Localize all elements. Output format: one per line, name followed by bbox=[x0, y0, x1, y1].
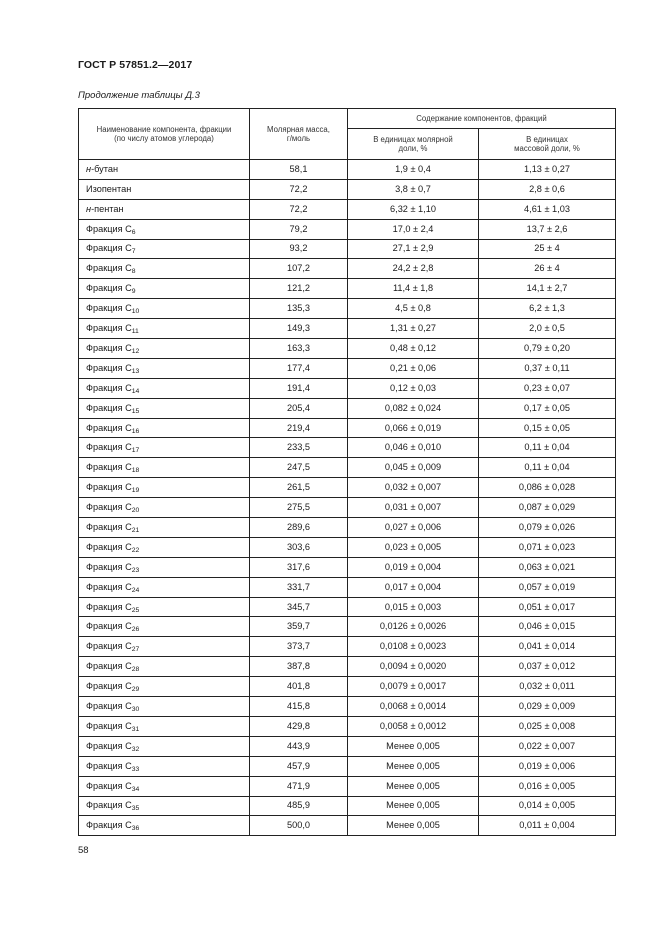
carbon-number-subscript: 35 bbox=[131, 805, 140, 813]
name-text: Фракция С bbox=[86, 760, 132, 771]
cell-mass-fraction: 0,17 ± 0,05 bbox=[479, 398, 616, 418]
cell-molar-mass: 275,5 bbox=[250, 498, 348, 518]
header-text: Молярная масса, bbox=[267, 124, 330, 134]
cell-mass-fraction: 0,011 ± 0,004 bbox=[479, 816, 616, 836]
table-row bbox=[79, 239, 616, 259]
cell-molar-mass: 177,4 bbox=[250, 358, 348, 378]
cell-molar-mass: 345,7 bbox=[250, 597, 348, 617]
cell-molar-fraction: 0,48 ± 0,12 bbox=[348, 339, 479, 359]
cell-component-name bbox=[79, 756, 250, 776]
table-row bbox=[79, 179, 616, 199]
cell-molar-fraction: 0,015 ± 0,003 bbox=[348, 597, 479, 617]
carbon-number-subscript: 10 bbox=[131, 308, 140, 316]
carbon-number-subscript: 36 bbox=[131, 825, 140, 833]
cell-molar-mass: 331,7 bbox=[250, 577, 348, 597]
cell-molar-fraction: Менее 0,005 bbox=[348, 756, 479, 776]
cell-molar-mass: 72,2 bbox=[250, 179, 348, 199]
cell-molar-mass: 219,4 bbox=[250, 418, 348, 438]
cell-molar-fraction: Менее 0,005 bbox=[348, 736, 479, 756]
carbon-number-subscript: 33 bbox=[131, 765, 140, 773]
cell-molar-mass: 191,4 bbox=[250, 378, 348, 398]
cell-mass-fraction: 0,11 ± 0,04 bbox=[479, 458, 616, 478]
name-text: Фракция С bbox=[86, 621, 132, 632]
cell-component-name bbox=[79, 816, 250, 836]
cell-component-name bbox=[79, 319, 250, 339]
cell-molar-mass: 58,1 bbox=[250, 160, 348, 180]
cell-molar-mass: 261,5 bbox=[250, 478, 348, 498]
name-text: Фракция С bbox=[86, 263, 132, 274]
cell-mass-fraction: 0,051 ± 0,017 bbox=[479, 597, 616, 617]
cell-molar-fraction: 3,8 ± 0,7 bbox=[348, 179, 479, 199]
cell-molar-mass: 135,3 bbox=[250, 299, 348, 319]
table-body bbox=[79, 160, 616, 836]
name-text: Фракция С bbox=[86, 223, 132, 234]
name-text: Фракция С bbox=[86, 581, 132, 592]
table-row bbox=[79, 736, 616, 756]
cell-molar-mass: 233,5 bbox=[250, 438, 348, 458]
cell-molar-fraction: 0,0058 ± 0,0012 bbox=[348, 716, 479, 736]
carbon-number-subscript: 32 bbox=[131, 745, 140, 753]
header-text: г/моль bbox=[286, 134, 311, 143]
carbon-number-subscript: 21 bbox=[131, 526, 140, 534]
cell-mass-fraction: 0,79 ± 0,20 bbox=[479, 339, 616, 359]
header-molar-fraction bbox=[348, 129, 479, 160]
carbon-number-subscript: 9 bbox=[131, 288, 136, 296]
table-header bbox=[79, 109, 616, 160]
cell-component-name bbox=[79, 398, 250, 418]
table-row bbox=[79, 299, 616, 319]
name-text: Фракция С bbox=[86, 323, 132, 334]
carbon-number-subscript: 23 bbox=[131, 566, 140, 574]
cell-mass-fraction: 1,13 ± 0,27 bbox=[479, 160, 616, 180]
cell-mass-fraction: 0,37 ± 0,11 bbox=[479, 358, 616, 378]
cell-mass-fraction: 2,0 ± 0,5 bbox=[479, 319, 616, 339]
carbon-number-subscript: 11 bbox=[131, 328, 139, 336]
cell-component-name bbox=[79, 716, 250, 736]
cell-molar-mass: 149,3 bbox=[250, 319, 348, 339]
carbon-number-subscript: 12 bbox=[131, 347, 140, 355]
cell-component-name bbox=[79, 279, 250, 299]
cell-mass-fraction: 0,032 ± 0,011 bbox=[479, 677, 616, 697]
name-text: Фракция С bbox=[86, 681, 132, 692]
cell-molar-fraction: Менее 0,005 bbox=[348, 796, 479, 816]
cell-component-name bbox=[79, 458, 250, 478]
cell-molar-fraction: 0,0108 ± 0,0023 bbox=[348, 637, 479, 657]
cell-molar-fraction: 0,046 ± 0,010 bbox=[348, 438, 479, 458]
table-row bbox=[79, 557, 616, 577]
cell-molar-mass: 107,2 bbox=[250, 259, 348, 279]
name-text: Фракция С bbox=[86, 700, 132, 711]
cell-molar-mass: 163,3 bbox=[250, 339, 348, 359]
cell-molar-fraction: 27,1 ± 2,9 bbox=[348, 239, 479, 259]
name-text: Изопентан bbox=[86, 183, 132, 194]
cell-molar-fraction: 1,9 ± 0,4 bbox=[348, 160, 479, 180]
cell-mass-fraction: 0,057 ± 0,019 bbox=[479, 577, 616, 597]
cell-molar-fraction: 11,4 ± 1,8 bbox=[348, 279, 479, 299]
cell-component-name bbox=[79, 617, 250, 637]
cell-molar-mass: 247,5 bbox=[250, 458, 348, 478]
name-text: Фракция С bbox=[86, 283, 132, 294]
table-row bbox=[79, 438, 616, 458]
cell-component-name bbox=[79, 219, 250, 239]
cell-molar-mass: 317,6 bbox=[250, 557, 348, 577]
table-row bbox=[79, 219, 616, 239]
table-row bbox=[79, 518, 616, 538]
table-row bbox=[79, 378, 616, 398]
cell-mass-fraction: 0,15 ± 0,05 bbox=[479, 418, 616, 438]
cell-molar-mass: 401,8 bbox=[250, 677, 348, 697]
cell-molar-fraction: 17,0 ± 2,4 bbox=[348, 219, 479, 239]
cell-molar-mass: 359,7 bbox=[250, 617, 348, 637]
cell-component-name bbox=[79, 577, 250, 597]
name-text: Фракция С bbox=[86, 780, 132, 791]
cell-component-name bbox=[79, 418, 250, 438]
cell-molar-fraction: 4,5 ± 0,8 bbox=[348, 299, 479, 319]
cell-mass-fraction: 0,016 ± 0,005 bbox=[479, 776, 616, 796]
table-row bbox=[79, 716, 616, 736]
cell-molar-fraction: 0,032 ± 0,007 bbox=[348, 478, 479, 498]
cell-molar-fraction: 0,023 ± 0,005 bbox=[348, 537, 479, 557]
carbon-number-subscript: 17 bbox=[131, 447, 140, 455]
table-row bbox=[79, 418, 616, 438]
cell-molar-fraction: 0,019 ± 0,004 bbox=[348, 557, 479, 577]
cell-mass-fraction: 0,029 ± 0,009 bbox=[479, 697, 616, 717]
name-text: -бутан bbox=[91, 163, 119, 174]
name-text: Фракция С bbox=[86, 720, 132, 731]
cell-mass-fraction: 0,025 ± 0,008 bbox=[479, 716, 616, 736]
carbon-number-subscript: 19 bbox=[131, 487, 140, 495]
name-text: Фракция С bbox=[86, 740, 132, 751]
carbon-number-subscript: 18 bbox=[131, 467, 140, 475]
name-prefix: н bbox=[86, 163, 92, 174]
table-row bbox=[79, 637, 616, 657]
cell-mass-fraction: 0,022 ± 0,007 bbox=[479, 736, 616, 756]
cell-molar-mass: 387,8 bbox=[250, 657, 348, 677]
cell-molar-mass: 93,2 bbox=[250, 239, 348, 259]
table-row bbox=[79, 537, 616, 557]
table-row bbox=[79, 259, 616, 279]
table-row bbox=[79, 279, 616, 299]
carbon-number-subscript: 31 bbox=[131, 725, 140, 733]
cell-component-name bbox=[79, 239, 250, 259]
document-title: ГОСТ Р 57851.2—2017 bbox=[78, 59, 193, 71]
cell-molar-fraction: 1,31 ± 0,27 bbox=[348, 319, 479, 339]
name-text: Фракция С bbox=[86, 800, 132, 811]
name-text: Фракция С bbox=[86, 541, 132, 552]
cell-component-name bbox=[79, 557, 250, 577]
name-text: Фракция С bbox=[86, 561, 132, 572]
carbon-number-subscript: 30 bbox=[131, 705, 140, 713]
table-row bbox=[79, 358, 616, 378]
cell-mass-fraction: 0,11 ± 0,04 bbox=[479, 438, 616, 458]
header-component-name bbox=[79, 109, 250, 160]
name-text: Фракция С bbox=[86, 502, 132, 513]
name-text: Фракция С bbox=[86, 243, 132, 254]
cell-molar-fraction: 0,21 ± 0,06 bbox=[348, 358, 479, 378]
cell-molar-mass: 457,9 bbox=[250, 756, 348, 776]
table-row bbox=[79, 498, 616, 518]
cell-mass-fraction: 26 ± 4 bbox=[479, 259, 616, 279]
name-text: Фракция С bbox=[86, 303, 132, 314]
header-text: (по числу атомов углерода) bbox=[114, 134, 214, 143]
cell-molar-fraction: 24,2 ± 2,8 bbox=[348, 259, 479, 279]
cell-component-name bbox=[79, 677, 250, 697]
cell-molar-mass: 289,6 bbox=[250, 518, 348, 538]
cell-molar-fraction: 0,0094 ± 0,0020 bbox=[348, 657, 479, 677]
table-row bbox=[79, 577, 616, 597]
table-row bbox=[79, 597, 616, 617]
cell-molar-mass: 415,8 bbox=[250, 697, 348, 717]
name-text: Фракция С bbox=[86, 342, 132, 353]
cell-component-name bbox=[79, 358, 250, 378]
table-row bbox=[79, 776, 616, 796]
cell-component-name bbox=[79, 199, 250, 219]
cell-mass-fraction: 0,079 ± 0,026 bbox=[479, 518, 616, 538]
table-row bbox=[79, 816, 616, 836]
cell-component-name bbox=[79, 537, 250, 557]
cell-molar-mass: 443,9 bbox=[250, 736, 348, 756]
table-row bbox=[79, 697, 616, 717]
name-text: Фракция С bbox=[86, 521, 132, 532]
cell-molar-fraction: 0,0068 ± 0,0014 bbox=[348, 697, 479, 717]
cell-molar-fraction: 0,031 ± 0,007 bbox=[348, 498, 479, 518]
cell-component-name bbox=[79, 736, 250, 756]
name-text: Фракция С bbox=[86, 661, 132, 672]
carbon-number-subscript: 25 bbox=[131, 606, 140, 614]
cell-molar-mass: 373,7 bbox=[250, 637, 348, 657]
cell-component-name bbox=[79, 160, 250, 180]
cell-mass-fraction: 0,087 ± 0,029 bbox=[479, 498, 616, 518]
cell-component-name bbox=[79, 597, 250, 617]
cell-molar-fraction: Менее 0,005 bbox=[348, 816, 479, 836]
table-row bbox=[79, 657, 616, 677]
carbon-number-subscript: 6 bbox=[131, 228, 136, 236]
table-row bbox=[79, 160, 616, 180]
cell-mass-fraction: 0,046 ± 0,015 bbox=[479, 617, 616, 637]
cell-component-name bbox=[79, 518, 250, 538]
name-text: -пентан bbox=[91, 203, 124, 214]
cell-mass-fraction: 0,019 ± 0,006 bbox=[479, 756, 616, 776]
carbon-number-subscript: 34 bbox=[131, 785, 140, 793]
header-mass-fraction bbox=[479, 129, 616, 160]
header-content: Содержание компонентов, фракций bbox=[348, 109, 616, 129]
cell-mass-fraction: 0,071 ± 0,023 bbox=[479, 537, 616, 557]
carbon-number-subscript: 24 bbox=[131, 586, 140, 594]
cell-mass-fraction: 0,063 ± 0,021 bbox=[479, 557, 616, 577]
table-row bbox=[79, 677, 616, 697]
carbon-number-subscript: 8 bbox=[131, 268, 136, 276]
name-text: Фракция С bbox=[86, 382, 132, 393]
cell-molar-mass: 121,2 bbox=[250, 279, 348, 299]
cell-component-name bbox=[79, 637, 250, 657]
header-text: доли, % bbox=[398, 144, 428, 153]
table-row bbox=[79, 478, 616, 498]
table-row bbox=[79, 398, 616, 418]
table-row bbox=[79, 339, 616, 359]
cell-molar-fraction: 0,017 ± 0,004 bbox=[348, 577, 479, 597]
cell-component-name bbox=[79, 478, 250, 498]
cell-molar-mass: 205,4 bbox=[250, 398, 348, 418]
cell-mass-fraction: 0,014 ± 0,005 bbox=[479, 796, 616, 816]
cell-component-name bbox=[79, 697, 250, 717]
name-text: Фракция С bbox=[86, 482, 132, 493]
cell-mass-fraction: 0,23 ± 0,07 bbox=[479, 378, 616, 398]
table-row bbox=[79, 458, 616, 478]
name-prefix: н bbox=[86, 203, 92, 214]
cell-molar-fraction: 0,045 ± 0,009 bbox=[348, 458, 479, 478]
name-text: Фракция С bbox=[86, 462, 132, 473]
cell-mass-fraction: 6,2 ± 1,3 bbox=[479, 299, 616, 319]
cell-mass-fraction: 4,61 ± 1,03 bbox=[479, 199, 616, 219]
cell-mass-fraction: 13,7 ± 2,6 bbox=[479, 219, 616, 239]
cell-component-name bbox=[79, 259, 250, 279]
carbon-number-subscript: 15 bbox=[131, 407, 140, 415]
cell-molar-fraction: 0,0126 ± 0,0026 bbox=[348, 617, 479, 637]
name-text: Фракция С bbox=[86, 641, 132, 652]
name-text: Фракция С bbox=[86, 442, 132, 453]
cell-component-name bbox=[79, 299, 250, 319]
carbon-number-subscript: 22 bbox=[131, 546, 140, 554]
carbon-number-subscript: 13 bbox=[131, 367, 140, 375]
cell-molar-fraction: 0,0079 ± 0,0017 bbox=[348, 677, 479, 697]
table-row bbox=[79, 199, 616, 219]
cell-component-name bbox=[79, 498, 250, 518]
cell-component-name bbox=[79, 339, 250, 359]
header-text: массовой доли, % bbox=[514, 144, 580, 153]
header-molar-mass bbox=[250, 109, 348, 160]
cell-molar-fraction: 0,027 ± 0,006 bbox=[348, 518, 479, 538]
cell-component-name bbox=[79, 378, 250, 398]
cell-mass-fraction: 0,037 ± 0,012 bbox=[479, 657, 616, 677]
header-text: В единицах молярной bbox=[373, 134, 453, 144]
carbon-number-subscript: 20 bbox=[131, 507, 140, 515]
page-number: 58 bbox=[78, 845, 89, 856]
carbon-number-subscript: 28 bbox=[131, 666, 140, 674]
cell-mass-fraction: 2,8 ± 0,6 bbox=[479, 179, 616, 199]
table-continuation-label: Продолжение таблицы Д.3 bbox=[78, 90, 200, 101]
name-text: Фракция С bbox=[86, 402, 132, 413]
cell-molar-mass: 471,9 bbox=[250, 776, 348, 796]
cell-mass-fraction: 0,041 ± 0,014 bbox=[479, 637, 616, 657]
cell-molar-fraction: 0,082 ± 0,024 bbox=[348, 398, 479, 418]
header-text: Наименование компонента, фракции bbox=[96, 124, 232, 134]
carbon-number-subscript: 29 bbox=[131, 686, 140, 694]
table-row bbox=[79, 756, 616, 776]
cell-component-name bbox=[79, 796, 250, 816]
cell-component-name bbox=[79, 179, 250, 199]
cell-molar-mass: 79,2 bbox=[250, 219, 348, 239]
header-text: В единицах bbox=[526, 134, 568, 144]
cell-molar-mass: 429,8 bbox=[250, 716, 348, 736]
cell-molar-fraction: Менее 0,005 bbox=[348, 776, 479, 796]
cell-mass-fraction: 14,1 ± 2,7 bbox=[479, 279, 616, 299]
name-text: Фракция С bbox=[86, 362, 132, 373]
cell-molar-mass: 303,6 bbox=[250, 537, 348, 557]
cell-component-name bbox=[79, 657, 250, 677]
carbon-number-subscript: 14 bbox=[131, 387, 140, 395]
name-text: Фракция С bbox=[86, 422, 132, 433]
name-text: Фракция С bbox=[86, 820, 132, 831]
cell-molar-mass: 72,2 bbox=[250, 199, 348, 219]
cell-molar-mass: 500,0 bbox=[250, 816, 348, 836]
cell-molar-fraction: 0,12 ± 0,03 bbox=[348, 378, 479, 398]
cell-mass-fraction: 25 ± 4 bbox=[479, 239, 616, 259]
cell-component-name bbox=[79, 438, 250, 458]
cell-component-name bbox=[79, 776, 250, 796]
carbon-number-subscript: 7 bbox=[131, 248, 136, 256]
cell-molar-fraction: 6,32 ± 1,10 bbox=[348, 199, 479, 219]
name-text: Фракция С bbox=[86, 601, 132, 612]
carbon-number-subscript: 26 bbox=[131, 626, 140, 634]
table-row bbox=[79, 319, 616, 339]
cell-molar-mass: 485,9 bbox=[250, 796, 348, 816]
table-row bbox=[79, 617, 616, 637]
components-table bbox=[78, 108, 616, 836]
cell-mass-fraction: 0,086 ± 0,028 bbox=[479, 478, 616, 498]
carbon-number-subscript: 27 bbox=[131, 646, 140, 654]
carbon-number-subscript: 16 bbox=[131, 427, 140, 435]
cell-molar-fraction: 0,066 ± 0,019 bbox=[348, 418, 479, 438]
table-row bbox=[79, 796, 616, 816]
